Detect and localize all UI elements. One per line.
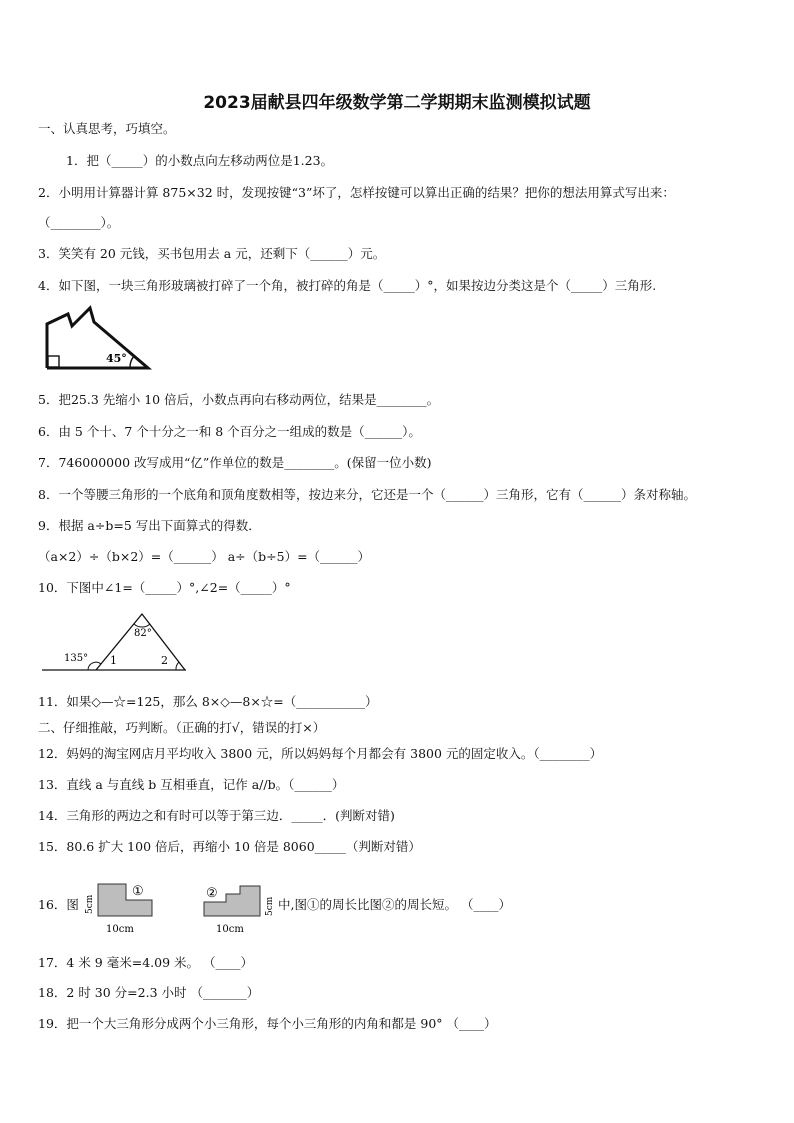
question-15: 15．80.6 扩大 100 倍后，再缩小 10 倍是 8060_____（判断对错） <box>38 839 421 854</box>
page-title: 2023届献县四年级数学第二学期期末监测模拟试题 <box>203 93 591 113</box>
figure-1-number: ① <box>132 884 144 899</box>
question-4: 4．如下图，一块三角形玻璃被打碎了一个角，被打碎的角是（_____）°，如果按边分类这是个（_____）三角形. <box>38 278 657 293</box>
figure-2-shape <box>198 880 280 936</box>
question-14: 14．三角形的两边之和有时可以等于第三边．_____．(判断对错) <box>38 808 395 823</box>
figure-1-shape <box>80 878 160 936</box>
question-8: 8．一个等腰三角形的一个底角和顶角度数相等，按边来分，它还是一个（______）三角形，它有（______）条对称轴。 <box>38 487 696 502</box>
question-18: 18．2 时 30 分=2.3 小时 （_______） <box>38 985 260 1000</box>
question-3: 3．笑笑有 20 元钱，买书包用去 a 元，还剩下（______）元。 <box>38 246 386 261</box>
broken-triangle-figure <box>40 304 160 374</box>
angle-135-label: 135° <box>64 653 89 664</box>
question-9: 9．根据 a÷b=5 写出下面算式的得数． <box>38 518 261 533</box>
triangle-angles-figure <box>40 606 190 676</box>
question-19: 19．把一个大三角形分成两个小三角形，每个小三角形的内角和都是 90° （____） <box>38 1016 497 1031</box>
question-5: 5．把25.3 先缩小 10 倍后，小数点再向右移动两位，结果是________。 <box>38 392 440 407</box>
question-7: 7．746000000 改写成用“亿”作单位的数是________。(保留一位小数) <box>38 455 432 470</box>
angle-2-label: 2 <box>161 654 168 667</box>
question-9-formulas: （a×2）÷（b×2）=（______） a÷（b÷5）=（______） <box>38 549 371 564</box>
question-17: 17．4 米 9 毫米=4.09 米。 （____） <box>38 955 253 970</box>
question-12: 12．妈妈的淘宝网店月平均收入 3800 元，所以妈妈每个月都会有 3800 元的固定收入。（________） <box>38 746 603 761</box>
figure-1-width-label: 10cm <box>106 924 134 935</box>
angle-82-label: 82° <box>134 628 152 639</box>
figure-2-height-label: 5cm <box>265 896 275 916</box>
figure-2-width-label: 10cm <box>216 924 244 935</box>
question-10: 10．下图中∠1=（_____）°,∠2=（_____）° <box>38 580 291 595</box>
question-2-answer: （________）。 <box>38 215 120 230</box>
angle-45-label: 45° <box>106 352 127 365</box>
question-1: 1．把（_____）的小数点向左移动两位是1.23。 <box>66 153 334 168</box>
question-11: 11．如果◇—☆=125，那么 8×◇—8×☆=（___________） <box>38 694 378 709</box>
figure-1-height-label: 5cm <box>85 894 95 914</box>
section-2-heading: 二、仔细推敲，巧判断。（正确的打√，错误的打×） <box>38 720 326 735</box>
question-2: 2．小明用计算器计算 875×32 时，发现按键“3”坏了，怎样按键可以算出正确的结果？把你的想法用算式写出来： <box>38 185 675 200</box>
question-6: 6．由 5 个十、7 个十分之一和 8 个百分之一组成的数是（______）。 <box>38 424 421 439</box>
question-16-prefix: 16．图 <box>38 897 79 912</box>
question-13: 13．直线 a 与直线 b 互相垂直，记作 a//b。（______） <box>38 777 345 792</box>
section-1-heading: 一、认真思考，巧填空。 <box>38 121 176 136</box>
angle-1-label: 1 <box>110 654 117 667</box>
figure-2-number: ② <box>206 886 218 901</box>
question-16-suffix: 中,图①的周长比图②的周长短。 （____） <box>278 897 511 912</box>
